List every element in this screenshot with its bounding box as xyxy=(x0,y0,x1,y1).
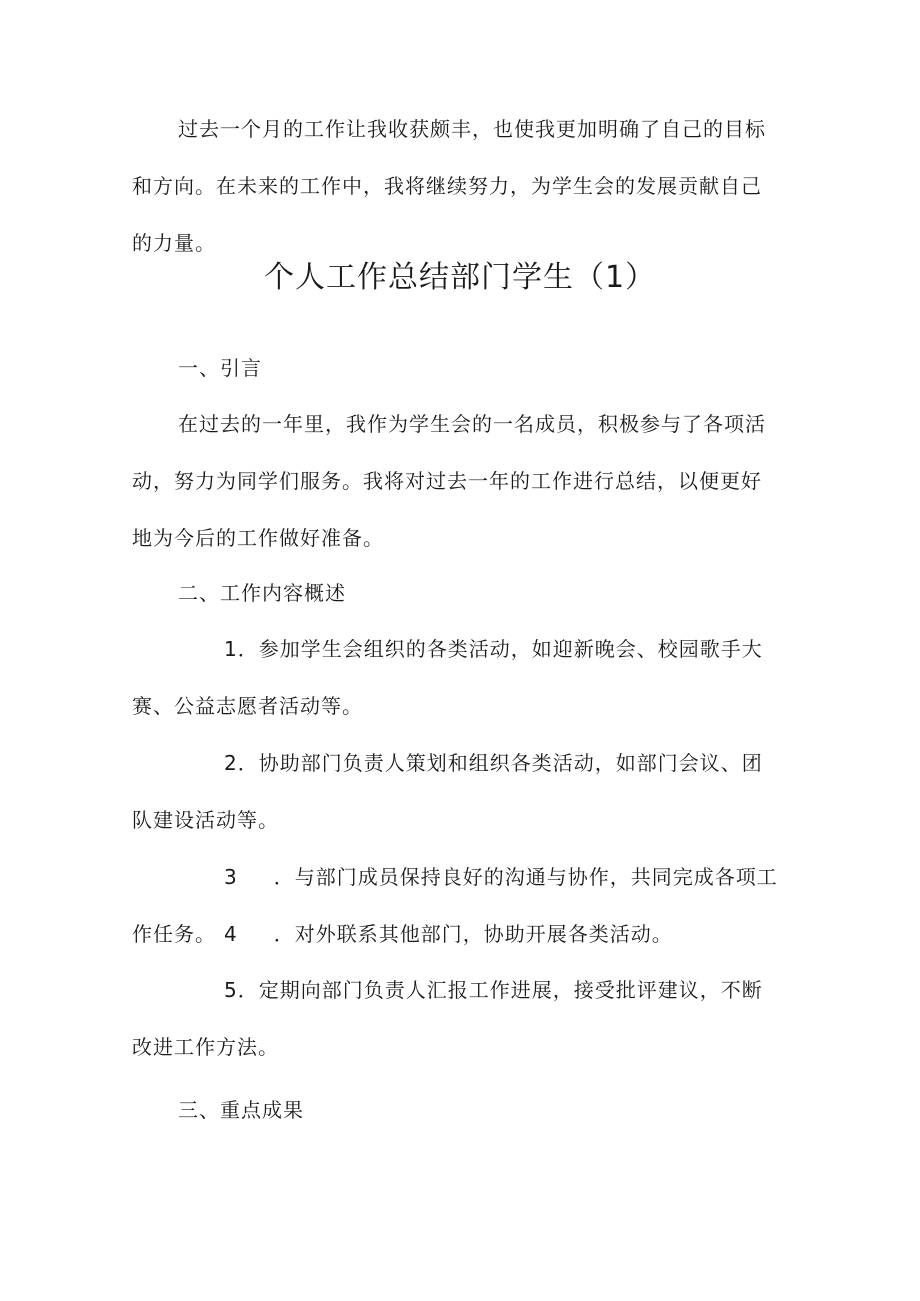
list-item-number: 2 xyxy=(224,751,238,775)
list-item-number: 4 xyxy=(224,922,238,946)
section-heading-work-overview: 二、工作内容概述 xyxy=(178,581,346,605)
list-item-number: 1 xyxy=(224,637,238,661)
list-item-text: ．对外联系其他部门，协助开展各类活动。 xyxy=(273,922,673,946)
list-item-text: ．与部门成员保持良好的沟通与协作，共同完成各项工作任务。 xyxy=(132,865,778,946)
introduction-paragraph: 在过去的一年里，我作为学生会的一名成员，积极参与了各项活动，努力为同学们服务。我将对过去一年的工作进行总结，以便更好地为今后的工作做好准备。 xyxy=(132,412,766,550)
section-heading-key-achievements: 三、重点成果 xyxy=(178,1098,304,1122)
list-item-number: 3 xyxy=(224,865,238,889)
list-item-text: ．参加学生会组织的各类活动，如迎新晚会、校园歌手大赛、公益志愿者活动等。 xyxy=(132,637,763,718)
intro-paragraph: 过去一个月的工作让我收获颇丰，也使我更加明确了自己的目标和方向。在未来的工作中，我将继续努力，为学生会的发展贡献自己的力量。 xyxy=(132,117,766,255)
list-item xyxy=(132,735,782,849)
list-item xyxy=(132,962,782,1076)
list-item-number: 5 xyxy=(224,978,238,1002)
list-item-text: ．定期向部门负责人汇报工作进展，接受批评建议，不断改进工作方法。 xyxy=(132,978,763,1059)
document-title: 个人工作总结部门学生（1） xyxy=(263,260,657,295)
list-item xyxy=(132,621,782,735)
list-item-text: ．协助部门负责人策划和组织各类活动，如部门会议、团队建设活动等。 xyxy=(132,751,763,832)
section-heading-introduction: 一、引言 xyxy=(178,356,262,380)
list-item xyxy=(132,906,782,963)
